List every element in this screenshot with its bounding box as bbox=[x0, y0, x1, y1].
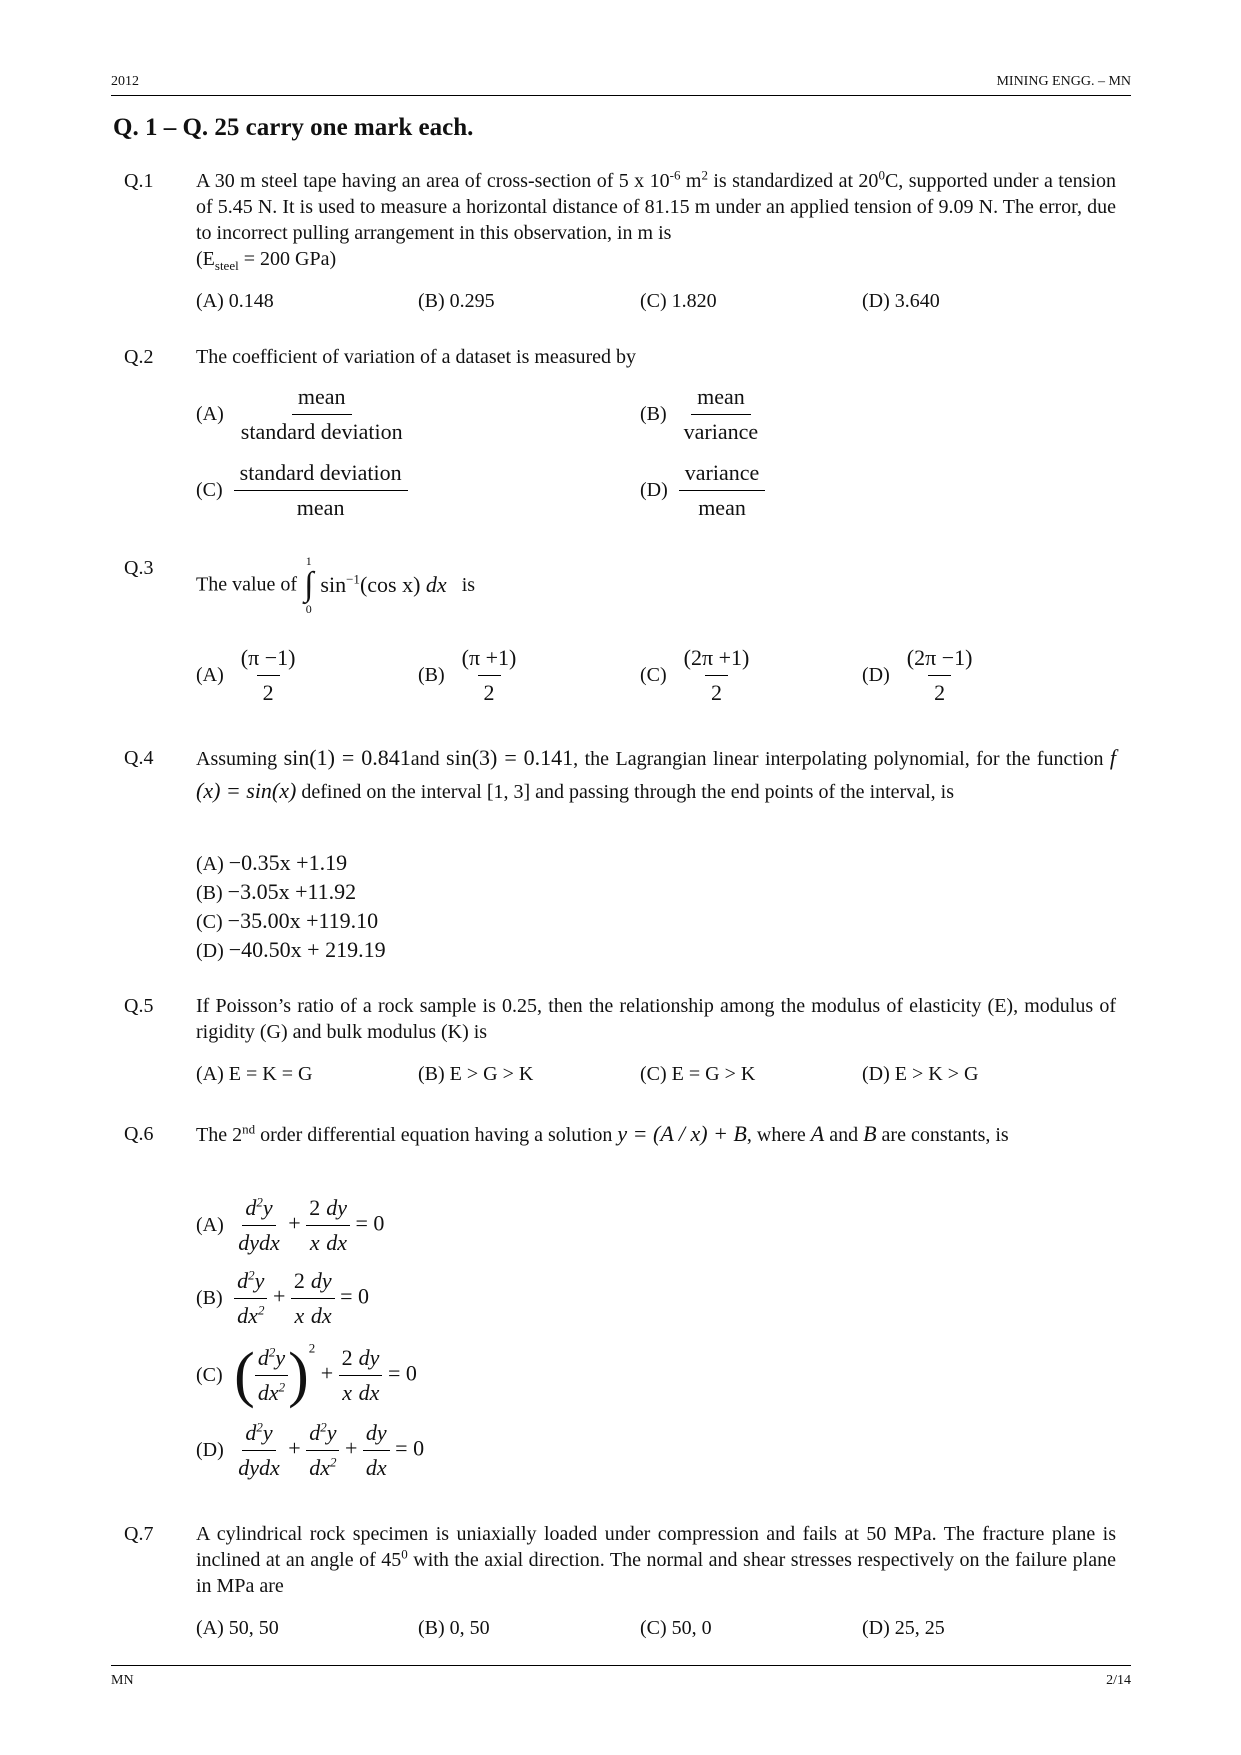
y: y bbox=[275, 1345, 286, 1370]
option-label: (A) bbox=[196, 664, 224, 686]
q6-expr-b: B bbox=[863, 1121, 877, 1146]
q4-text-3: , the Lagrangian linear interpolating polynomial, for the function bbox=[573, 748, 1104, 770]
plus: + bbox=[288, 1210, 301, 1236]
option-label: (B) bbox=[196, 882, 223, 904]
denominator: 2 bbox=[478, 675, 501, 706]
option-label: (D) bbox=[196, 940, 224, 962]
dx: dx bbox=[310, 1303, 332, 1328]
q6-expr-solution: y = (A / x) + B bbox=[617, 1121, 747, 1146]
sq: 2 bbox=[248, 1267, 255, 1283]
fn-exp: −1 bbox=[346, 571, 360, 587]
dy: dy bbox=[363, 1420, 390, 1451]
fn: sin bbox=[320, 572, 347, 597]
q5-option-a[interactable] bbox=[196, 1063, 312, 1086]
question-number: Q.4 bbox=[124, 747, 154, 769]
q7-option-b[interactable]: (B) 0, 50 bbox=[418, 1617, 490, 1639]
dx: dx bbox=[257, 1380, 279, 1405]
d: d bbox=[309, 1420, 321, 1445]
option-label: (C) bbox=[640, 1063, 667, 1085]
q7-option-d[interactable]: (D) 25, 25 bbox=[862, 1617, 945, 1639]
q1-exp-2: 2 bbox=[701, 167, 708, 183]
section-title: Q. 1 – Q. 25 carry one mark each. bbox=[113, 114, 474, 141]
q4-option-a[interactable] bbox=[196, 850, 347, 876]
q6-text-3: , where bbox=[746, 1124, 806, 1146]
denominator: 2 bbox=[705, 675, 728, 706]
question-number: Q.3 bbox=[124, 557, 154, 579]
question-text: If Poisson’s ratio of a rock sample is 0.25, then the relationship among the modulus of elasticity (E), modulus of rigidity (G) and bulk modulus (K) is bbox=[196, 995, 1116, 1043]
q4-option-c[interactable] bbox=[196, 908, 378, 934]
question-text: The coefficient of variation of a dataset is measured by bbox=[196, 346, 637, 368]
q3-option-a[interactable] bbox=[196, 645, 301, 706]
option-expr: E = K = G bbox=[228, 1063, 313, 1085]
eq0: = 0 bbox=[387, 1360, 417, 1386]
y: y bbox=[254, 1268, 265, 1293]
dydx: dydx bbox=[238, 1455, 280, 1480]
q1-sub-steel: steel bbox=[214, 258, 239, 273]
q1-option-d[interactable]: (D) 3.640 bbox=[862, 290, 940, 312]
q6-expr-a: A bbox=[810, 1121, 825, 1146]
header-subject: MINING ENGG. – MN bbox=[996, 74, 1131, 89]
option-expr: −35.00x +119.10 bbox=[227, 908, 379, 933]
dx: dx bbox=[358, 1380, 380, 1405]
q1-text-2: m bbox=[680, 170, 702, 192]
question-number: Q.7 bbox=[124, 1523, 154, 1545]
d: d bbox=[245, 1195, 257, 1220]
option-expr: −40.50x + 219.19 bbox=[228, 937, 386, 962]
q3-option-c[interactable] bbox=[640, 645, 755, 706]
y: y bbox=[262, 1420, 273, 1445]
plus: + bbox=[272, 1283, 286, 1309]
y: y bbox=[262, 1195, 273, 1220]
q4-text-2: and bbox=[410, 748, 440, 770]
denominator: mean bbox=[698, 495, 746, 520]
q1-text-4: C, supported under a tension of 5.45 N. It is used to measure a horizontal distance of 81.15 m under an applied tension of 9.09 N. The error, due to incorrect pulling arrangement in this observation, in m is bbox=[196, 170, 1117, 244]
q6-sup-nd: nd bbox=[242, 1121, 256, 1137]
question-number: Q.5 bbox=[124, 995, 154, 1017]
q6-text-5: are constants, is bbox=[881, 1124, 1009, 1146]
option-label: (B) bbox=[418, 664, 445, 686]
dydx: dydx bbox=[238, 1230, 280, 1255]
denominator: mean bbox=[296, 495, 345, 520]
numerator: mean bbox=[691, 384, 751, 415]
q6-text-2: order differential equation having a solution bbox=[255, 1124, 613, 1146]
option-label: (B) bbox=[640, 403, 667, 425]
q2-option-c[interactable] bbox=[196, 460, 408, 521]
q7-text-1: A cylindrical rock specimen is uniaxially loaded under compression and fails at 50 MPa. The fracture plane is inclined at an angle of 45 bbox=[196, 1523, 1116, 1571]
q4-expr-1: sin(1) = 0.841 bbox=[283, 745, 411, 770]
denominator: 2 bbox=[928, 675, 951, 706]
q5-option-c[interactable] bbox=[640, 1063, 755, 1086]
footer-page: 2/14 bbox=[1106, 1673, 1131, 1688]
plus: + bbox=[320, 1360, 334, 1386]
outer-square: 2 bbox=[308, 1340, 316, 1356]
option-label: (C) bbox=[640, 664, 667, 686]
sq: 2 bbox=[256, 1194, 263, 1210]
option-label: (A) bbox=[196, 1063, 224, 1085]
sq: 2 bbox=[257, 1302, 265, 1318]
q4-option-d[interactable] bbox=[196, 937, 386, 963]
option-label: (A) bbox=[196, 403, 224, 425]
integral-icon bbox=[304, 554, 313, 616]
dx: dx bbox=[425, 572, 447, 597]
fn-arg: (cos x) bbox=[359, 572, 421, 597]
q1-text-6: = 200 GPa) bbox=[238, 248, 337, 270]
question-text bbox=[196, 168, 1116, 272]
right-paren: ) bbox=[288, 1341, 309, 1409]
question-number: Q.6 bbox=[124, 1123, 154, 1145]
option-expr: E > K > G bbox=[894, 1063, 979, 1085]
question-text bbox=[196, 1118, 1116, 1151]
sq: 2 bbox=[320, 1419, 327, 1435]
q3-tail: is bbox=[461, 573, 476, 596]
two: 2 bbox=[291, 1268, 308, 1299]
q1-exp-1: -6 bbox=[669, 167, 681, 183]
q6-text-4: and bbox=[829, 1124, 859, 1146]
question-number: Q.2 bbox=[124, 346, 154, 368]
numerator: (π +1) bbox=[461, 645, 517, 670]
q4-expr-3: f (x) = sin(x) bbox=[196, 745, 1117, 803]
numerator: standard deviation bbox=[234, 460, 408, 491]
option-label: (D) bbox=[196, 1439, 224, 1461]
q4-option-b[interactable] bbox=[196, 879, 356, 905]
q7-sup: 0 bbox=[401, 1546, 408, 1562]
option-label: (D) bbox=[862, 664, 890, 686]
q2-option-a[interactable] bbox=[196, 384, 409, 445]
question-text bbox=[196, 1521, 1116, 1599]
option-label: (A) bbox=[196, 1214, 224, 1236]
sq: 2 bbox=[278, 1379, 286, 1395]
sq: 2 bbox=[268, 1344, 276, 1360]
q5-option-d[interactable] bbox=[862, 1063, 978, 1086]
d: d bbox=[257, 1345, 269, 1370]
q1-option-b[interactable]: (B) 0.295 bbox=[418, 290, 495, 312]
q4-text-1: Assuming bbox=[196, 748, 278, 770]
q5-option-b[interactable] bbox=[418, 1063, 533, 1086]
q7-option-c[interactable]: (C) 50, 0 bbox=[640, 1617, 712, 1639]
option-label: (C) bbox=[196, 479, 223, 501]
option-label: (A) bbox=[196, 853, 224, 875]
header-rule bbox=[111, 95, 1131, 96]
sq: 2 bbox=[329, 1454, 337, 1470]
footer-rule bbox=[111, 1665, 1131, 1666]
eq0: = 0 bbox=[340, 1283, 370, 1309]
q6-option-a[interactable] bbox=[196, 1195, 384, 1256]
dy: dy bbox=[323, 1195, 350, 1226]
q1-option-a[interactable]: (A) 0.148 bbox=[196, 290, 274, 312]
q3-statement bbox=[196, 554, 475, 616]
option-expr: E = G > K bbox=[671, 1063, 756, 1085]
option-label: (C) bbox=[196, 1364, 223, 1386]
numerator: (2π +1) bbox=[683, 645, 750, 670]
dx: dx bbox=[237, 1303, 258, 1328]
q3-lead: The value of bbox=[196, 573, 298, 596]
q4-text-4: defined on the interval [1, 3] and passing through the end points of the interval, is bbox=[301, 781, 954, 803]
q1-exp-3: 0 bbox=[878, 167, 885, 183]
y: y bbox=[326, 1420, 337, 1445]
option-label: (B) bbox=[418, 1063, 445, 1085]
question-text bbox=[196, 742, 1116, 808]
d: d bbox=[245, 1420, 257, 1445]
dx: dx bbox=[309, 1455, 330, 1480]
two: 2 bbox=[306, 1195, 323, 1226]
q6-option-c[interactable] bbox=[196, 1340, 417, 1411]
header-year: 2012 bbox=[111, 74, 139, 89]
eq0: = 0 bbox=[355, 1210, 385, 1236]
numerator: mean bbox=[292, 384, 352, 415]
q3-option-d[interactable] bbox=[862, 645, 978, 706]
q7-text-2: with the axial direction. The normal and shear stresses respectively on the failure plane in MPa are bbox=[196, 1549, 1116, 1597]
option-expr: −0.35x +1.19 bbox=[228, 850, 348, 875]
option-expr: E > G > K bbox=[449, 1063, 534, 1085]
denominator: 2 bbox=[257, 675, 280, 706]
q7-option-a[interactable]: (A) 50, 50 bbox=[196, 1617, 279, 1639]
left-paren: ( bbox=[234, 1341, 255, 1409]
q2-option-d[interactable] bbox=[640, 460, 765, 521]
x: x bbox=[342, 1380, 353, 1405]
numerator: variance bbox=[679, 460, 766, 491]
eq0: = 0 bbox=[395, 1435, 425, 1461]
numerator: (2π −1) bbox=[906, 645, 973, 670]
dy: dy bbox=[308, 1268, 335, 1299]
dx: dx bbox=[365, 1455, 387, 1480]
q3-option-b[interactable] bbox=[418, 645, 522, 706]
plus: + bbox=[288, 1435, 301, 1461]
two: 2 bbox=[339, 1345, 356, 1376]
dx: dx bbox=[326, 1230, 347, 1255]
option-expr: −3.05x +11.92 bbox=[227, 879, 357, 904]
x: x bbox=[294, 1303, 305, 1328]
q6-text-1: The 2 bbox=[196, 1124, 243, 1146]
option-label: (D) bbox=[640, 479, 668, 501]
q6-option-b[interactable] bbox=[196, 1268, 369, 1329]
lower-limit: 0 bbox=[305, 602, 312, 616]
option-label: (D) bbox=[862, 1063, 890, 1085]
footer-code: MN bbox=[111, 1673, 134, 1688]
denominator: standard deviation bbox=[240, 419, 403, 444]
q1-text-1: A 30 m steel tape having an area of cross-section of 5 x 10 bbox=[196, 170, 670, 192]
q1-text-3: is standardized at 20 bbox=[707, 170, 879, 192]
q4-expr-2: sin(3) = 0.141 bbox=[446, 745, 574, 770]
x: x bbox=[309, 1230, 320, 1255]
sq: 2 bbox=[256, 1419, 263, 1435]
denominator: variance bbox=[683, 419, 759, 444]
q6-option-d[interactable] bbox=[196, 1420, 424, 1481]
d: d bbox=[237, 1268, 249, 1293]
integral-sign: ∫ bbox=[304, 566, 314, 603]
option-label: (C) bbox=[196, 911, 223, 933]
question-number: Q.1 bbox=[124, 170, 154, 192]
q1-text-5: (E bbox=[196, 248, 215, 270]
q1-option-c[interactable]: (C) 1.820 bbox=[640, 290, 717, 312]
dy: dy bbox=[356, 1345, 383, 1376]
numerator: (π −1) bbox=[240, 645, 296, 670]
q2-option-b[interactable] bbox=[640, 384, 764, 445]
plus: + bbox=[344, 1435, 358, 1461]
upper-limit: 1 bbox=[305, 554, 312, 568]
option-label: (B) bbox=[196, 1287, 223, 1309]
